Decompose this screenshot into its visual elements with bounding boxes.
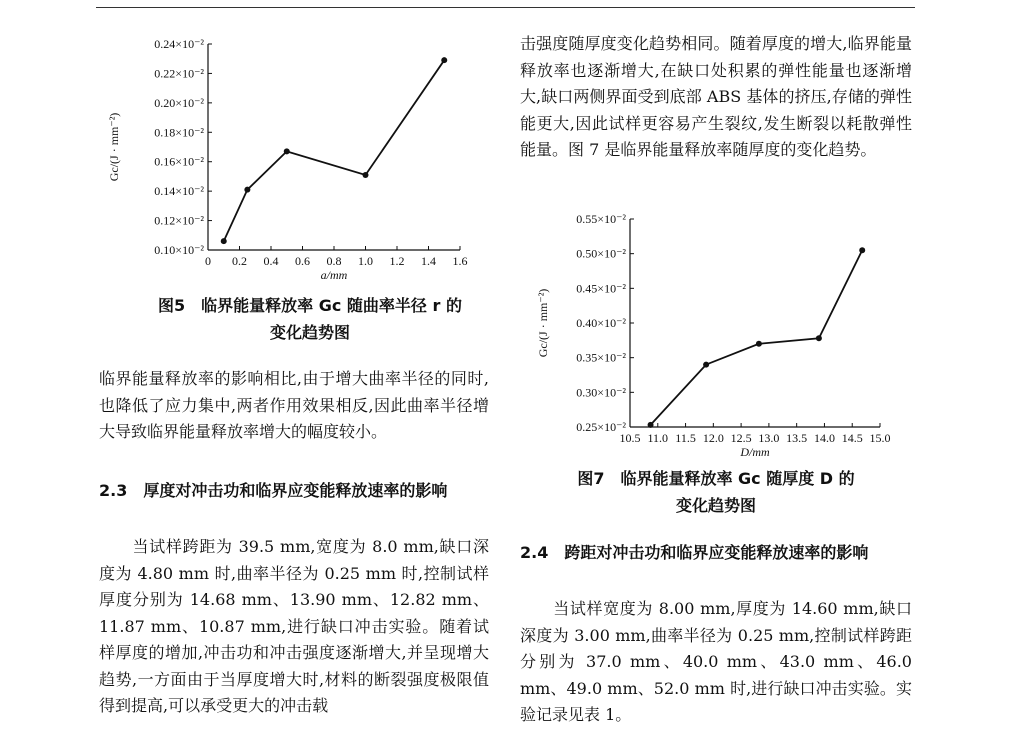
- figure-7-caption-line1: 图7 临界能量释放率 Gc 随厚度 D 的: [577, 469, 855, 488]
- fig5-x-tick-label: 1.4: [421, 254, 436, 268]
- fig5-x-tick-label: 0.6: [295, 254, 310, 268]
- fig7-x-tick-label: 12.0: [702, 431, 724, 445]
- fig5-y-tick-label: 0.22×10⁻²: [154, 66, 204, 81]
- fig5-data-point: [221, 238, 227, 244]
- fig5-series-line: [224, 60, 445, 241]
- fig7-x-tick-label: 12.5: [730, 431, 752, 445]
- fig5-x-tick-label: 1.2: [389, 254, 405, 268]
- fig7-x-axis-label: D/mm: [740, 445, 770, 459]
- fig7-x-tick-label: 13.0: [758, 431, 780, 445]
- fig5-y-tick-label: 0.16×10⁻²: [154, 154, 204, 169]
- left-paragraph-2: 当试样跨距为 39.5 mm,宽度为 8.0 mm,缺口深度为 4.80 mm 时,曲率半径为 0.25 mm 时,控制试样厚度分别为 14.68 mm、13.90 mm、12.82 mm、11.87 mm、10.87 mm,进行缺口冲击实验。随着试样厚度的增加,冲击功和冲击强度逐渐增大,并呈现增大趋势,一方面由于当厚度增大时,材料的断裂强度极限值得到提高,可以承受更大的冲击载: [99, 537, 489, 715]
- fig7-data-point: [703, 362, 709, 368]
- fig7-y-tick-label: 0.50×10⁻²: [576, 246, 626, 261]
- fig7-y-tick-label: 0.30×10⁻²: [576, 385, 626, 400]
- fig5-x-tick-label: 0.8: [326, 254, 342, 268]
- fig7-data-point: [648, 422, 654, 428]
- figure-7-caption-line2: 变化趋势图: [675, 496, 756, 515]
- fig5-x-tick-label: 1.6: [452, 254, 468, 268]
- fig5-data-point: [284, 148, 290, 154]
- fig7-y-tick-label: 0.25×10⁻²: [576, 420, 626, 434]
- fig7-y-axis-label: Gc/(J · mm⁻²): [536, 288, 550, 358]
- fig7-x-tick-label: 11.0: [647, 431, 669, 445]
- fig5-data-point: [363, 172, 369, 178]
- fig7-y-tick-label: 0.35×10⁻²: [576, 350, 626, 365]
- fig7-data-point: [859, 247, 865, 253]
- fig5-data-point: [441, 57, 447, 63]
- fig7-data-point: [756, 341, 762, 347]
- figure-5-chart: [100, 30, 480, 290]
- fig5-x-tick-label: 1.0: [358, 254, 373, 268]
- fig5-y-tick-label: 0.10×10⁻²: [154, 243, 204, 257]
- figure-5-caption-line1: 图5 临界能量释放率 Gc 随曲率半径 r 的: [158, 296, 462, 315]
- fig7-series-line: [651, 250, 863, 425]
- fig7-x-tick-label: 15.0: [869, 431, 891, 445]
- header-rule: [96, 7, 915, 8]
- fig5-y-axis-label: Gc/(J · mm⁻²): [107, 112, 121, 182]
- fig5-data-point: [244, 187, 250, 193]
- fig7-data-point: [816, 335, 822, 341]
- fig5-x-tick-label: 0.2: [232, 254, 247, 268]
- fig7-y-tick-label: 0.45×10⁻²: [576, 281, 626, 296]
- fig7-x-tick-label: 14.5: [841, 431, 863, 445]
- section-heading-2-4: 2.4 跨距对冲击功和临界应变能释放速率的影响: [520, 543, 869, 562]
- fig7-y-tick-label: 0.40×10⁻²: [576, 316, 626, 330]
- left-paragraph-1: 临界能量释放率的影响相比,由于增大曲率半径的同时,也降低了应力集中,两者作用效果相反,因此曲率半径增大导致临界能量释放率增大的幅度较小。: [99, 369, 489, 441]
- fig5-y-tick-label: 0.24×10⁻²: [154, 37, 204, 51]
- fig5-x-tick-label: 0: [205, 254, 211, 268]
- fig7-x-tick-label: 11.5: [675, 431, 696, 445]
- fig5-y-tick-label: 0.12×10⁻²: [154, 213, 204, 228]
- fig5-y-tick-label: 0.18×10⁻²: [154, 125, 204, 140]
- fig7-y-tick-label: 0.55×10⁻²: [576, 212, 626, 226]
- fig5-x-axis-label: a/mm: [320, 268, 348, 282]
- fig5-y-tick-label: 0.14×10⁻²: [154, 184, 204, 199]
- fig7-x-tick-label: 13.5: [786, 431, 808, 445]
- right-paragraph-2: 当试样宽度为 8.00 mm,厚度为 14.60 mm,缺口深度为 3.00 mm,曲率半径为 0.25 mm,控制试样跨距分别为 37.0 mm、40.0 mm、43.0 mm、46.0 mm、49.0 mm、52.0 mm 时,进行缺口冲击实验。实验记录见表 1。: [520, 599, 912, 724]
- right-paragraph-1: 击强度随厚度变化趋势相同。随着厚度的增大,临界能量释放率也逐渐增大,在缺口处积累的弹性能量也逐渐增大,缺口两侧界面受到底部 ABS 基体的挤压,存储的弹性能更大,因此试样更容易产生裂纹,发生断裂以耗散弹性能量。图 7 是临界能量释放率随厚度的变化趋势。: [520, 34, 912, 159]
- fig7-x-tick-label: 14.0: [813, 431, 835, 445]
- figure-5-caption: [100, 292, 520, 346]
- fig5-y-tick-label: 0.20×10⁻²: [154, 95, 204, 110]
- figure-7-caption: [520, 465, 912, 519]
- fig7-x-tick-label: 10.5: [619, 431, 641, 445]
- figure-7-chart: [525, 205, 910, 465]
- section-heading-2-3: 2.3 厚度对冲击功和临界应变能释放速率的影响: [99, 481, 448, 500]
- figure-5-caption-line2: 变化趋势图: [269, 323, 350, 342]
- fig5-x-tick-label: 0.4: [263, 254, 279, 268]
